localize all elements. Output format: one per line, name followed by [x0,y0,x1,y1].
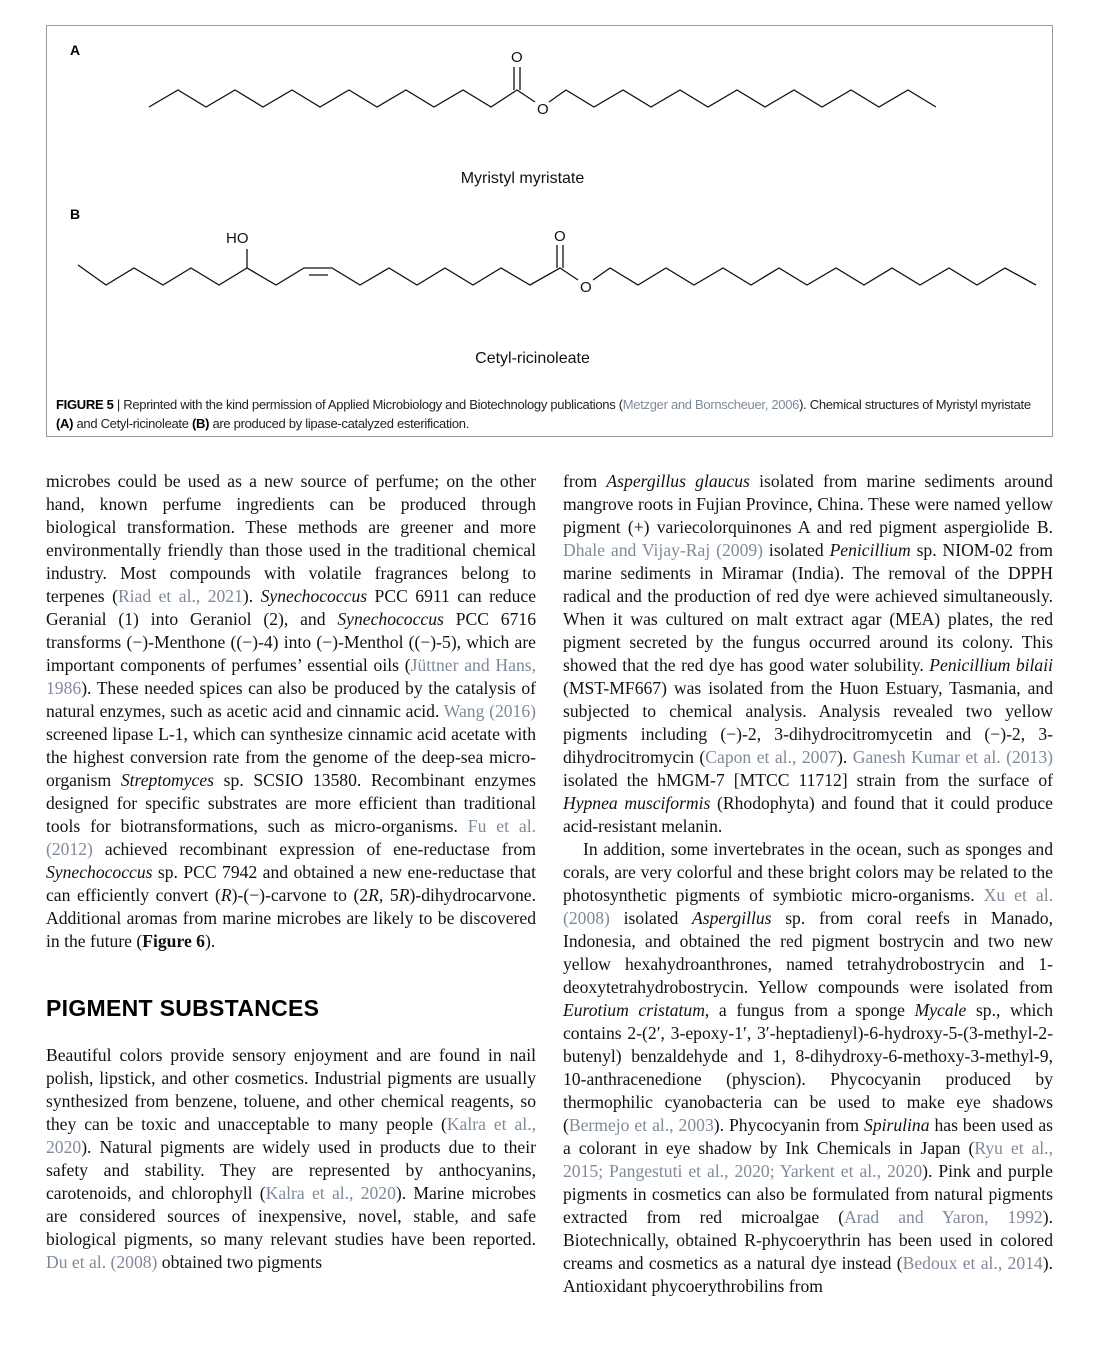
body-text: microbes could be used as a new source of perfume; on the other hand, known perfume ingredients can be produced through biological transformation. These methods are greener and more environmentally friendly than those used in the traditional chemical industry. Most compounds with volatile fragrances belong to terpenes ( [46,471,536,606]
chemical-structures [0,0,1100,400]
body-text: achieved recombinant expression of ene-reductase from [92,839,536,859]
body-text: In addition, some invertebrates in the ocean, such as sponges and corals, are very colorful and these bright colors may be related to the photosynthetic pigments of symbiotic micro-organisms. [563,839,1053,905]
caption-text: ). Chemical structures of Myristyl myristate [799,397,1031,412]
body-text: screened lipase L-1, which can synthesize cinnamic acid acetate with the highest conversion rate from the genome of the deep-sea micro-organism [46,724,536,790]
body-text: ). Phycocyanin from [713,1115,865,1135]
body-text: ). [242,586,261,606]
citation-link[interactable]: Fu et al. (2012) [46,816,536,859]
body-text: ). Biotechnically, obtained R-phycoerythrin has been used in colored creams and cosmetics as a natural dye instead ( [563,1207,1053,1273]
italic-term: Streptomyces [120,770,214,790]
body-text: sp. NIOM-02 from marine sediments in Miramar (India). The removal of the DPPH radical and the production of red dye were achieved simultaneously. When it was cultured on malt extract agar (MEA) plates, the red pigment secreted by the fungus occurred around its colony. This showed that the red dye has good water solubility. [563,540,1053,675]
atom-ester-oxygen-a: O [537,101,549,118]
body-text: ). These needed spices can also be produced by the catalysis of natural enzymes, such as acetic acid and cinnamic acid. [46,678,536,721]
italic-term: R [398,885,410,905]
citation-link[interactable]: Jüttner and Hans, 1986 [46,655,536,698]
citation-link[interactable]: Kalra et al., 2020 [46,1114,536,1157]
italic-term: Mycale [914,1000,967,1020]
left-column [46,470,536,1274]
italic-term: Aspergillus [692,908,772,928]
body-text: sp. SCSIO 13580. Recombinant enzymes designed for specific substrates are more efficient than traditional tools for biotransformations, such as micro-organisms. [46,770,537,836]
section-heading: PIGMENT SUBSTANCES [46,995,320,1021]
body-text: from [563,471,607,491]
atom-carbonyl-oxygen-a: O [511,49,523,66]
italic-term: Synechococcus [260,586,368,606]
body-text: isolated the hMGM-7 [MTCC 11712] strain from the surface of [563,770,1053,790]
body-text: (MST-MF667) was isolated from the Huon Estuary, Tasmania, and subjected to chemical analysis. Analysis revealed two yellow pigments including (−)-2, 3-dihydrocitromycetin and (−)-2, 3-dihydrocitromycin ( [563,678,1053,767]
citation-link[interactable]: Capon et al., 2007 [705,747,838,767]
atom-carbonyl-oxygen-b: O [554,228,566,245]
body-text: isolated [763,540,830,560]
body-text: ). Natural pigments are widely used in products due to their safety and stability. They are represented by anthocyanins, carotenoids, and chlorophyll ( [46,1137,536,1203]
citation-link[interactable]: Dhale and Vijay-Raj (2009) [563,540,764,560]
compound-name-b: Cetyl-ricinoleate [475,350,590,367]
citation-link[interactable]: Xu et al. (2008) [563,885,1054,928]
body-text: ). Pink and purple pigments in cosmetics can also be formulated from natural pigments extracted from red microalgae ( [563,1161,1053,1227]
body-text: (Rhodophyta) and found that it could produce acid-resistant melanin. [563,793,1053,836]
body-text: PCC 6911 can reduce Geranial (1) into Geraniol (2), and [46,586,537,629]
body-text: isolated [609,908,693,928]
body-text: obtained two pigments [157,1252,323,1272]
figure-reference-link[interactable]: Figure 6 [142,931,205,951]
caption-separator: | [116,397,120,412]
paragraph [563,838,1053,1298]
figure-label: FIGURE 5 [56,397,114,412]
body-text: , 5 [378,885,399,905]
italic-term: Synechococcus [337,609,444,629]
caption-panel-ref: (A) [56,416,74,431]
paragraph [46,1044,536,1274]
italic-term: R [368,885,379,905]
italic-term: Hypnea musciformis [563,793,711,813]
compound-name-a: Myristyl myristate [460,170,585,187]
citation-link[interactable]: Ganesh Kumar et al. (2013) [852,747,1053,767]
body-text: sp. PCC 7942 and obtained a new ene-reductase that can efficiently convert ( [46,862,536,905]
citation-link[interactable]: Metzger and Bornscheuer, 2006 [622,397,800,412]
body-text: has been used as a colorant in eye shadow by Ink Chemicals in Japan ( [563,1115,1053,1158]
body-text: )-(−)-carvone to (2 [231,885,369,905]
body-text: )-dihydrocarvone. Additional aromas from marine microbes are likely to be discovered in the future ( [46,885,537,951]
caption-panel-ref: (B) [192,416,210,431]
cetyl-ricinoleate-structure [78,245,1036,285]
italic-term: Synechococcus [46,862,153,882]
citation-link[interactable]: Riad et al., 2021 [117,586,243,606]
body-text: ). [837,747,853,767]
caption-text: Reprinted with the kind permission of Applied Microbiology and Biotechnology publications ( [123,397,623,412]
citation-link[interactable]: Arad and Yaron, 1992 [844,1207,1043,1227]
citation-link[interactable]: Bedoux et al., 2014 [902,1253,1043,1273]
body-text: , a fungus from a sponge [704,1000,915,1020]
panel-label-b: B [70,206,81,222]
citation-link[interactable]: Wang (2016) [443,701,537,721]
citation-link[interactable]: Ryu et al., 2015; Pangestuti et al., 2020; Yarkent et al., 2020 [563,1138,1053,1181]
italic-term: Aspergillus glaucus [606,471,750,491]
body-text: ). Antioxidant phycoerythrobilins from [563,1253,1053,1296]
italic-term: Eurotium cristatum [563,1000,705,1020]
atom-hydroxyl-b: HO [226,230,249,247]
body-text: ). Marine microbes are considered sources of inexpensive, novel, stable, and safe biological pigments, so many relevant studies have been reported. [46,1183,536,1249]
paragraph [563,470,1053,838]
body-text: isolated from marine sediments around mangrove roots in Fujian Province, China. These were named yellow pigment (+) variecolorquinones A and red pigment aspergiolide B. [563,471,1053,537]
citation-link[interactable]: Du et al. (2008) [46,1252,158,1272]
caption-text: and Cetyl-ricinoleate [73,416,192,431]
italic-term: Spirulina [864,1115,930,1135]
panel-label-a: A [70,42,81,58]
body-text: Beautiful colors provide sensory enjoyment and are found in nail polish, lipstick, and other cosmetics. Industrial pigments are usually synthesized from benzene, toluene, and other chemical reagents, so they can be toxic and unacceptable to many people ( [46,1045,536,1134]
body-text: PCC 6716 transforms (−)-Menthone ((−)-4) into (−)-Menthol ((−)-5), which are important components of perfumes’ essential oils ( [46,609,536,675]
body-text: ). [204,931,216,951]
italic-term: Penicillium [829,540,911,560]
caption-text: are produced by lipase-catalyzed esterification. [209,416,470,431]
atom-ester-oxygen-b: O [580,279,592,296]
italic-term: Penicillium bilaii [929,655,1053,675]
figure-caption [56,395,1046,433]
italic-term: R [220,885,232,905]
citation-link[interactable]: Bermejo et al., 2003 [568,1115,714,1135]
right-column [563,470,1053,1298]
citation-link[interactable]: Kalra et al., 2020 [265,1183,396,1203]
body-text: sp., which contains 2-(2′, 3-epoxy-1′, 3′-heptadienyl)-6-hydroxy-5-(3-methyl-2-butenyl) benzaldehyde and 1, 8-dihydroxy-6-methoxy-3-methyl-9, 10-anthracenedione (physcion). Phycocyanin produced by thermophilic cyanobacteria can be used to make eye shadows ( [563,1000,1054,1135]
body-text: sp. from coral reefs in Manado, Indonesia, and obtained the red pigment bostrycin and two new yellow hexahydroanthrones, named tetrahydrobostrycin and 1-deoxytetrahydrobostrycin. Yellow compounds were isolated from [563,908,1053,997]
paragraph [46,470,536,953]
